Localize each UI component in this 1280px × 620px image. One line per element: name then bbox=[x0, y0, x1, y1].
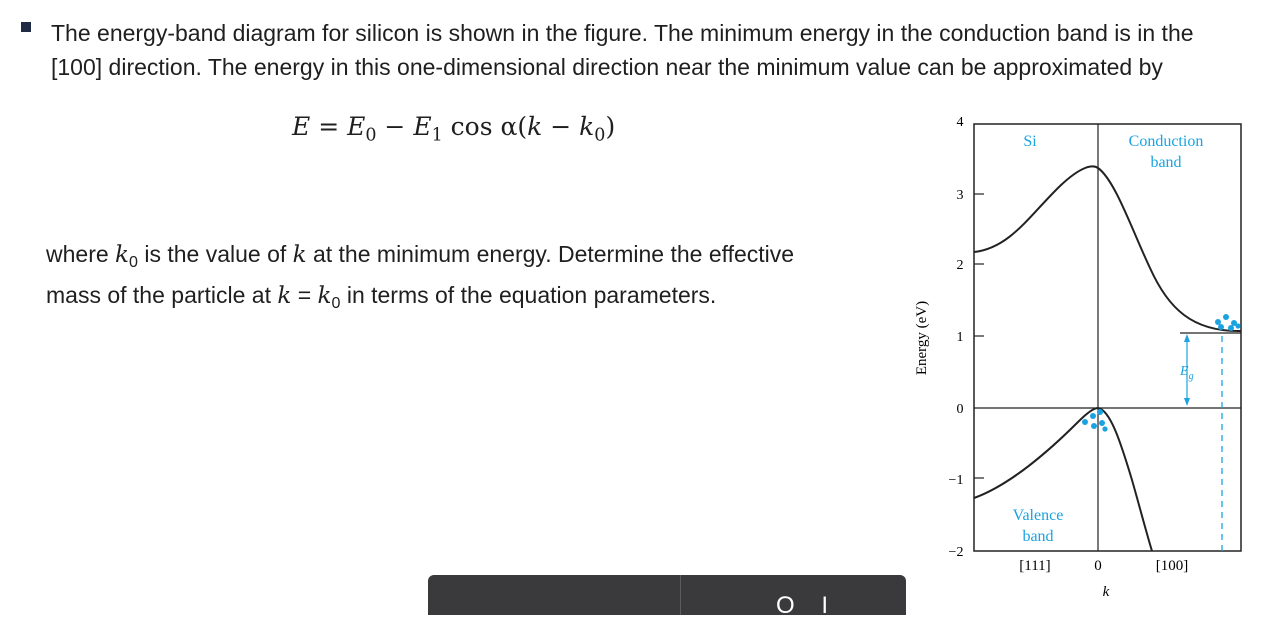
q-kb-sub: 0 bbox=[331, 293, 341, 312]
toolbar-button-label: O I bbox=[776, 592, 829, 619]
y-tick-label: 4 bbox=[956, 115, 964, 130]
question-line-2 bbox=[46, 279, 896, 320]
gap-arrow-down-icon bbox=[1184, 398, 1190, 406]
eq-close: ) bbox=[605, 112, 616, 141]
gap-label: $E_g$ bbox=[1180, 364, 1194, 382]
valence-band-curve bbox=[974, 408, 1152, 551]
energy-band-diagram bbox=[900, 110, 1260, 605]
plot-frame bbox=[974, 124, 1241, 551]
toolbar-button-right[interactable] bbox=[681, 575, 906, 619]
valence-band-label: band bbox=[1022, 528, 1054, 545]
bullet-icon bbox=[21, 22, 31, 32]
question-line-1 bbox=[46, 238, 896, 279]
y-tick-label: −2 bbox=[948, 545, 964, 560]
y-tick-label: 3 bbox=[956, 188, 964, 203]
q-ka: k bbox=[277, 282, 292, 309]
q-k: k bbox=[292, 242, 307, 268]
question-text bbox=[46, 238, 896, 320]
eq-e1-sub: 1 bbox=[431, 125, 443, 146]
conduction-band-curve bbox=[974, 166, 1241, 331]
eq-k0-sub: 0 bbox=[594, 125, 606, 146]
si-label: Si bbox=[1023, 133, 1037, 150]
problem-statement bbox=[51, 16, 1280, 84]
eq-k0: k bbox=[579, 112, 595, 141]
electron-dots bbox=[1215, 314, 1241, 331]
x-axis-label: k bbox=[1102, 584, 1110, 600]
problem-line-1: The energy-band diagram for silicon is shown in the figure. The minimum energy in the conduction band is in the bbox=[51, 20, 1194, 46]
q-text-2: is the value of bbox=[137, 241, 293, 267]
gap-arrow-up-icon bbox=[1184, 334, 1190, 342]
y-tick-label: 0 bbox=[956, 402, 964, 417]
problem-line-2: [100] direction. The energy in this one-dimensional direction near the minimum value can be approximated by bbox=[51, 54, 1163, 80]
energy-equation bbox=[292, 112, 615, 145]
eq-lhs: E bbox=[292, 112, 311, 141]
eq-equals: = bbox=[310, 112, 348, 141]
q-text-1: where bbox=[46, 241, 116, 267]
y-tick-label: 2 bbox=[956, 258, 964, 273]
conduction-band-label: band bbox=[1150, 154, 1182, 171]
eq-e1: E bbox=[413, 112, 432, 141]
eq-e0-sub: 0 bbox=[365, 125, 377, 146]
y-tick-label: 1 bbox=[956, 330, 964, 345]
q-text-4: mass of the particle at bbox=[46, 281, 278, 308]
y-axis-label: Energy (eV) bbox=[914, 300, 930, 376]
q-kb: k bbox=[317, 282, 332, 309]
eq-minus-2: − bbox=[542, 112, 580, 141]
q-text-3: at the minimum energy. Determine the effective bbox=[306, 241, 795, 267]
q-k0-sub: 0 bbox=[128, 252, 138, 271]
valence-band-label: Valence bbox=[1012, 507, 1064, 524]
x-tick-label: [111] bbox=[1019, 558, 1051, 574]
eq-cos: cos α( bbox=[442, 112, 528, 141]
eq-k: k bbox=[527, 112, 543, 141]
toolbar-button-left[interactable] bbox=[428, 575, 680, 615]
eq-e0: E bbox=[347, 112, 366, 141]
y-tick-marks bbox=[974, 194, 984, 478]
bottom-toolbar bbox=[428, 575, 906, 619]
conduction-band-label: Conduction bbox=[1128, 133, 1204, 150]
q-eq: = bbox=[291, 281, 318, 308]
y-tick-label: −1 bbox=[948, 473, 964, 488]
x-tick-label: [100] bbox=[1155, 558, 1189, 574]
q-text-5: in terms of the equation parameters. bbox=[340, 281, 717, 308]
q-k0: k bbox=[115, 242, 129, 268]
eq-minus-1: − bbox=[376, 112, 414, 141]
x-tick-label: 0 bbox=[1094, 558, 1102, 574]
